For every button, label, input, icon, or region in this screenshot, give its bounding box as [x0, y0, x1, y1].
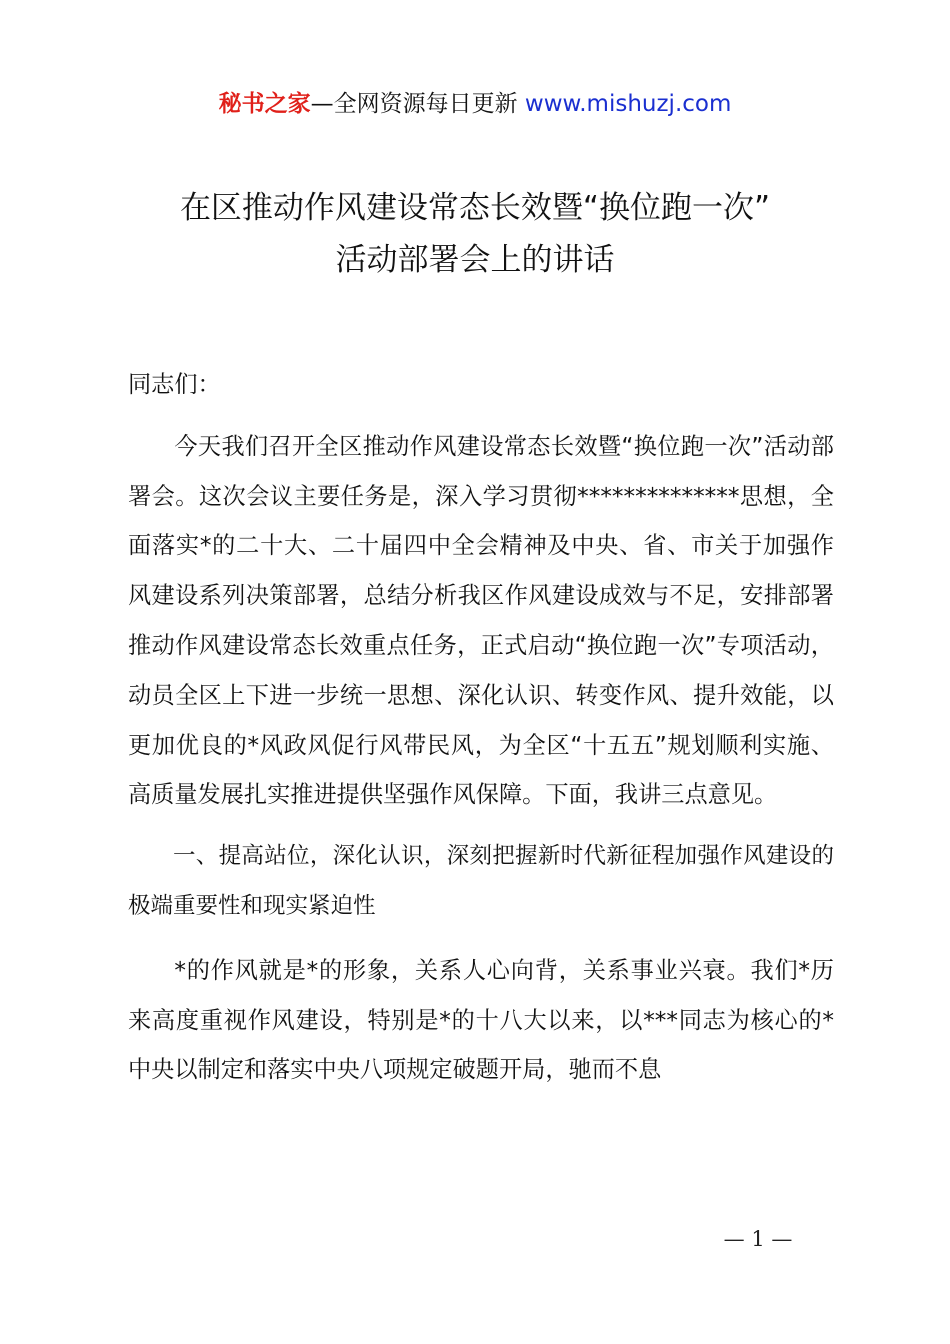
title-line-1: 在区推动作风建设常态长效暨“换位跑一次”	[179, 190, 771, 226]
site-header	[0, 86, 950, 122]
section-1-paragraph: *的作风就是*的形象，关系人心向背，关系事业兴衰。我们*历来高度重视作风建设，特别是*的十八大以来，以***同志为核心的*中央以制定和落实中央八项规定破题开局，驰而不息	[128, 956, 834, 1084]
title-line-2: 活动部署会上的讲话	[335, 242, 615, 278]
document-body	[128, 360, 834, 1107]
salutation: 同志们：	[128, 371, 221, 398]
intro-paragraph: 今天我们召开全区推动作风建设常态长效暨“换位跑一次”活动部署会。这次会议主要任务是，深入学习贯彻**************思想，全面落实*的二十大、二十届四中全会精神及中央、省、市关于加强作风建设系列决策部署，总结分析我区作风建设成效与不足，安排部署推动作风建设常态长效重点任务，正式启动“换位跑一次”专项活动，动员全区上下进一步统一思想、深化认识、转变作风、提升效能，以更加优良的*风政风促行风带民风，为全区“十五五”规划顺利实施、高质量发展扎实推进提供坚强作风保障。下面，我讲三点意见。	[128, 432, 834, 809]
website-url[interactable]: www.mishuzj.com	[524, 91, 732, 117]
header-tagline: —全网资源每日更新	[310, 91, 525, 117]
section-1-heading: 一、提高站位，深化认识，深刻把握新时代新征程加强作风建设的极端重要性和现实紧迫性	[128, 843, 834, 919]
brand-name: 秘书之家	[218, 91, 311, 117]
document-title	[60, 182, 890, 286]
page-number: — 1 —	[723, 1227, 793, 1251]
